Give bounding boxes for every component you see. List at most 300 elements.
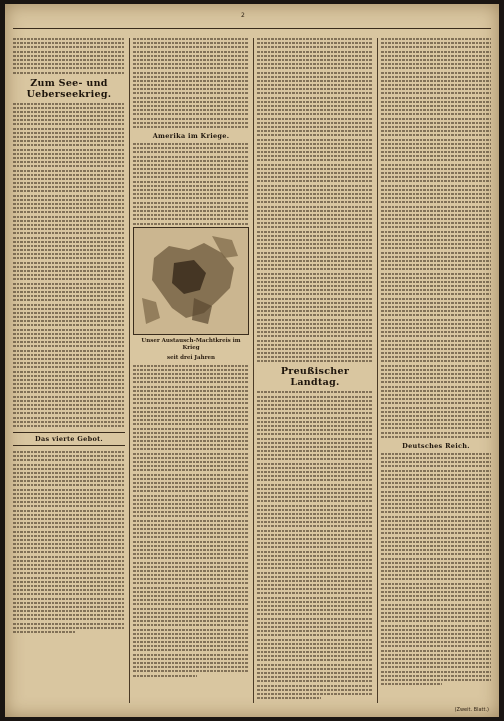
text-line bbox=[381, 101, 491, 103]
text-line bbox=[257, 273, 373, 275]
text-line bbox=[381, 310, 491, 312]
column-1 bbox=[13, 38, 125, 703]
text-line bbox=[257, 488, 373, 490]
text-line bbox=[133, 436, 249, 438]
text-line bbox=[257, 268, 373, 270]
text-line bbox=[257, 525, 373, 527]
text-line bbox=[257, 551, 373, 553]
text-line bbox=[257, 97, 373, 99]
text-line bbox=[133, 398, 249, 400]
text-line bbox=[381, 566, 491, 568]
text-line bbox=[257, 360, 373, 362]
text-line bbox=[381, 457, 491, 459]
text-line bbox=[381, 365, 491, 367]
text-line bbox=[13, 119, 125, 121]
text-line bbox=[257, 438, 373, 440]
text-line bbox=[133, 578, 249, 580]
text-line bbox=[133, 553, 249, 555]
text-line bbox=[13, 589, 125, 591]
text-line bbox=[133, 562, 249, 564]
text-line bbox=[381, 164, 491, 166]
text-line bbox=[13, 51, 125, 53]
text-line bbox=[381, 662, 491, 664]
text-line bbox=[133, 524, 249, 526]
text-line bbox=[133, 109, 249, 111]
text-line bbox=[13, 618, 125, 620]
text-line bbox=[257, 454, 373, 456]
text-line bbox=[381, 76, 491, 78]
text-line bbox=[13, 610, 125, 612]
text-line bbox=[381, 616, 491, 618]
text-line bbox=[13, 157, 125, 159]
text-line bbox=[257, 72, 373, 74]
text-line bbox=[381, 352, 491, 354]
text-line bbox=[257, 306, 373, 308]
text-line bbox=[381, 402, 491, 404]
text-line bbox=[133, 92, 249, 94]
text-line bbox=[133, 67, 249, 69]
text-line bbox=[133, 193, 249, 195]
text-line bbox=[381, 423, 491, 425]
text-line bbox=[381, 470, 491, 472]
text-line bbox=[133, 432, 249, 434]
text-line bbox=[381, 143, 491, 145]
text-line bbox=[381, 335, 491, 337]
text-line bbox=[13, 207, 125, 209]
text-line bbox=[13, 253, 125, 255]
text-line bbox=[381, 516, 491, 518]
text-line bbox=[13, 245, 125, 247]
text-line bbox=[133, 549, 249, 551]
text-line bbox=[13, 366, 125, 368]
text-line bbox=[257, 302, 373, 304]
text-line bbox=[381, 113, 491, 115]
text-line bbox=[13, 266, 125, 268]
text-line bbox=[381, 63, 491, 65]
text-line bbox=[257, 534, 373, 536]
text-line bbox=[257, 155, 373, 157]
text-line bbox=[13, 417, 125, 419]
text-line bbox=[133, 428, 249, 430]
text-line bbox=[381, 478, 491, 480]
text-line bbox=[133, 113, 249, 115]
text-line bbox=[257, 442, 373, 444]
text-line bbox=[13, 345, 125, 347]
text-line bbox=[381, 407, 491, 409]
text-line bbox=[381, 650, 491, 652]
text-line bbox=[257, 618, 373, 620]
text-line bbox=[257, 647, 373, 649]
text-line bbox=[13, 358, 125, 360]
text-line bbox=[133, 591, 249, 593]
text-line bbox=[381, 654, 491, 656]
text-line bbox=[381, 491, 491, 493]
text-line bbox=[133, 495, 249, 497]
text-line bbox=[133, 185, 249, 187]
text-line bbox=[257, 356, 373, 358]
text-line bbox=[13, 581, 125, 583]
text-line bbox=[257, 542, 373, 544]
text-line bbox=[257, 67, 373, 69]
text-line bbox=[381, 268, 491, 270]
text-line bbox=[381, 327, 491, 329]
text-line bbox=[133, 394, 249, 396]
text-line bbox=[381, 189, 491, 191]
text-line bbox=[133, 603, 249, 605]
text-line bbox=[381, 398, 491, 400]
text-line bbox=[257, 446, 373, 448]
newspaper-page bbox=[5, 4, 499, 717]
text-line bbox=[257, 689, 373, 691]
text-line bbox=[381, 185, 491, 187]
text-line bbox=[13, 606, 125, 608]
text-line bbox=[381, 344, 491, 346]
text-line bbox=[257, 672, 373, 674]
text-line bbox=[13, 178, 125, 180]
text-line bbox=[381, 193, 491, 195]
text-line bbox=[13, 631, 75, 633]
text-line bbox=[257, 500, 373, 502]
text-line bbox=[257, 76, 373, 78]
text-line bbox=[13, 287, 125, 289]
text-line bbox=[13, 551, 125, 553]
text-line bbox=[257, 176, 373, 178]
text-line bbox=[133, 143, 249, 145]
text-line bbox=[13, 55, 125, 57]
text-line bbox=[257, 412, 373, 414]
text-line bbox=[13, 556, 125, 558]
text-line bbox=[133, 118, 249, 120]
text-line bbox=[381, 109, 491, 111]
text-line bbox=[13, 115, 125, 117]
text-line bbox=[133, 381, 249, 383]
text-line bbox=[13, 387, 125, 389]
text-line bbox=[257, 693, 373, 695]
text-line bbox=[133, 181, 249, 183]
text-line bbox=[257, 601, 373, 603]
text-line bbox=[13, 329, 125, 331]
map-caption: Unser Austausch-Machtkreis im Krieg bbox=[141, 337, 241, 351]
text-line bbox=[257, 130, 373, 132]
text-line bbox=[133, 444, 249, 446]
text-line bbox=[381, 298, 491, 300]
text-line bbox=[257, 285, 373, 287]
text-line bbox=[133, 105, 249, 107]
text-line bbox=[133, 528, 249, 530]
text-line bbox=[381, 679, 491, 681]
text-line bbox=[133, 658, 249, 660]
text-line bbox=[381, 314, 491, 316]
text-line bbox=[133, 411, 249, 413]
text-line bbox=[13, 320, 125, 322]
text-line bbox=[133, 649, 249, 651]
text-line bbox=[133, 46, 249, 48]
text-line bbox=[381, 683, 442, 685]
text-line bbox=[381, 122, 491, 124]
page-number: 2 bbox=[241, 12, 245, 19]
text-line bbox=[257, 323, 373, 325]
text-line bbox=[381, 583, 491, 585]
text-line bbox=[381, 394, 491, 396]
text-line bbox=[381, 390, 491, 392]
text-line bbox=[13, 165, 125, 167]
text-line bbox=[257, 509, 373, 511]
text-line bbox=[257, 475, 373, 477]
text-line bbox=[133, 156, 249, 158]
text-line bbox=[381, 432, 491, 434]
text-line bbox=[13, 412, 125, 414]
text-line bbox=[381, 72, 491, 74]
text-line bbox=[257, 634, 373, 636]
text-line bbox=[133, 675, 197, 677]
text-line bbox=[13, 308, 125, 310]
text-line bbox=[257, 239, 373, 241]
footer-label: (Zweit. Blatt.) bbox=[454, 707, 489, 713]
text-line bbox=[133, 645, 249, 647]
text-line bbox=[381, 411, 491, 413]
text-line bbox=[133, 101, 249, 103]
text-line bbox=[133, 570, 249, 572]
text-line bbox=[13, 136, 125, 138]
text-line bbox=[381, 637, 491, 639]
text-line bbox=[381, 38, 491, 40]
text-line bbox=[257, 139, 373, 141]
text-line bbox=[381, 231, 491, 233]
text-line bbox=[257, 293, 373, 295]
text-line bbox=[13, 312, 125, 314]
text-line bbox=[381, 419, 491, 421]
text-line bbox=[381, 139, 491, 141]
text-line bbox=[257, 433, 373, 435]
text-line bbox=[257, 151, 373, 153]
text-line bbox=[13, 299, 125, 301]
text-line bbox=[381, 302, 491, 304]
text-line bbox=[13, 237, 125, 239]
text-line bbox=[13, 539, 125, 541]
text-line bbox=[381, 553, 491, 555]
text-line bbox=[381, 436, 491, 438]
text-line bbox=[257, 538, 373, 540]
text-line bbox=[13, 354, 125, 356]
text-line bbox=[257, 421, 373, 423]
text-line bbox=[133, 582, 249, 584]
text-line bbox=[13, 493, 125, 495]
text-line bbox=[133, 641, 249, 643]
text-line bbox=[13, 337, 125, 339]
text-line bbox=[257, 113, 373, 115]
text-line bbox=[381, 176, 491, 178]
text-line bbox=[257, 101, 373, 103]
text-line bbox=[13, 408, 125, 410]
text-line bbox=[381, 507, 491, 509]
text-line bbox=[257, 105, 373, 107]
text-line bbox=[381, 256, 491, 258]
text-line bbox=[13, 149, 125, 151]
text-line bbox=[133, 453, 249, 455]
text-line bbox=[13, 476, 125, 478]
headline-deutsches-reich: Deutsches Reich. bbox=[402, 441, 470, 450]
text-line bbox=[257, 185, 373, 187]
text-line bbox=[257, 147, 373, 149]
text-line bbox=[257, 59, 373, 61]
text-line bbox=[13, 203, 125, 205]
text-line bbox=[13, 501, 125, 503]
text-line bbox=[133, 223, 249, 225]
text-line bbox=[13, 531, 125, 533]
text-line bbox=[257, 335, 373, 337]
text-line bbox=[133, 612, 249, 614]
text-line bbox=[381, 247, 491, 249]
text-line bbox=[381, 126, 491, 128]
text-line bbox=[257, 42, 373, 44]
text-line bbox=[13, 224, 125, 226]
text-line bbox=[13, 46, 125, 48]
text-line bbox=[133, 662, 249, 664]
text-line bbox=[13, 228, 125, 230]
text-line bbox=[133, 474, 249, 476]
text-line bbox=[133, 482, 249, 484]
text-line bbox=[13, 38, 125, 40]
text-line bbox=[381, 545, 491, 547]
text-line bbox=[133, 160, 249, 162]
text-line bbox=[381, 88, 491, 90]
text-line bbox=[381, 84, 491, 86]
text-line bbox=[257, 572, 373, 574]
text-line bbox=[257, 46, 373, 48]
text-line bbox=[133, 520, 249, 522]
text-line bbox=[381, 562, 491, 564]
text-line bbox=[133, 84, 249, 86]
column-divider bbox=[253, 38, 254, 703]
text-line bbox=[381, 168, 491, 170]
headline-amerika-im-kriege: Amerika im Kriege. bbox=[152, 131, 230, 140]
text-line bbox=[133, 666, 249, 668]
text-line bbox=[13, 404, 125, 406]
text-line bbox=[381, 578, 491, 580]
text-line bbox=[257, 340, 373, 342]
text-line bbox=[133, 206, 249, 208]
text-line bbox=[257, 404, 373, 406]
text-line bbox=[381, 520, 491, 522]
text-line bbox=[257, 555, 373, 557]
text-line bbox=[257, 118, 373, 120]
text-line bbox=[381, 604, 491, 606]
text-line bbox=[257, 247, 373, 249]
text-line bbox=[257, 467, 373, 469]
text-line bbox=[257, 88, 373, 90]
text-line bbox=[257, 256, 373, 258]
text-line bbox=[381, 92, 491, 94]
text-line bbox=[257, 626, 373, 628]
text-line bbox=[133, 402, 249, 404]
text-line bbox=[381, 155, 491, 157]
text-line bbox=[13, 480, 125, 482]
text-line bbox=[257, 471, 373, 473]
text-line bbox=[257, 530, 373, 532]
text-line bbox=[257, 484, 373, 486]
text-line bbox=[13, 514, 125, 516]
text-line bbox=[13, 257, 125, 259]
text-line bbox=[133, 457, 249, 459]
text-line bbox=[257, 222, 373, 224]
text-line bbox=[381, 486, 491, 488]
text-line bbox=[13, 304, 125, 306]
text-line bbox=[133, 126, 249, 128]
text-line bbox=[381, 243, 491, 245]
text-line bbox=[133, 478, 249, 480]
text-line bbox=[133, 97, 249, 99]
text-line bbox=[13, 379, 125, 381]
text-line bbox=[257, 609, 373, 611]
text-line bbox=[381, 222, 491, 224]
text-line bbox=[13, 572, 125, 574]
text-line bbox=[133, 122, 249, 124]
text-line bbox=[381, 373, 491, 375]
text-line bbox=[381, 285, 491, 287]
text-line bbox=[13, 484, 125, 486]
text-line bbox=[133, 377, 249, 379]
text-line bbox=[133, 654, 249, 656]
text-line bbox=[257, 492, 373, 494]
text-line bbox=[257, 605, 373, 607]
headline-vierte-gebot: Das vierte Gebot. bbox=[13, 432, 125, 446]
text-line bbox=[257, 243, 373, 245]
text-line bbox=[133, 624, 249, 626]
text-line bbox=[257, 189, 373, 191]
text-line bbox=[13, 455, 125, 457]
text-line bbox=[257, 260, 373, 262]
text-line bbox=[257, 331, 373, 333]
text-line bbox=[257, 281, 373, 283]
text-line bbox=[381, 524, 491, 526]
text-line bbox=[13, 59, 125, 61]
text-line bbox=[13, 199, 125, 201]
text-line bbox=[133, 151, 249, 153]
text-line bbox=[381, 465, 491, 467]
text-line bbox=[133, 218, 249, 220]
text-line bbox=[133, 511, 249, 513]
text-line bbox=[257, 126, 373, 128]
text-line bbox=[133, 373, 249, 375]
text-line bbox=[13, 489, 125, 491]
text-line bbox=[257, 310, 373, 312]
text-line bbox=[257, 659, 373, 661]
text-line bbox=[13, 211, 125, 213]
text-line bbox=[257, 505, 373, 507]
text-line bbox=[381, 273, 491, 275]
text-line bbox=[133, 172, 249, 174]
text-line bbox=[257, 164, 373, 166]
text-line bbox=[257, 622, 373, 624]
text-line bbox=[133, 587, 249, 589]
text-line bbox=[13, 295, 125, 297]
text-line bbox=[133, 637, 249, 639]
text-line bbox=[13, 190, 125, 192]
text-line bbox=[13, 42, 125, 44]
text-line bbox=[13, 371, 125, 373]
text-line bbox=[133, 499, 249, 501]
text-line bbox=[133, 202, 249, 204]
text-line bbox=[13, 400, 125, 402]
text-line bbox=[381, 511, 491, 513]
text-line bbox=[257, 210, 373, 212]
text-line bbox=[133, 486, 249, 488]
text-line bbox=[133, 423, 249, 425]
headline-see-ueberseekrieg: Zum See- und Ueberseekrieg. bbox=[26, 77, 112, 100]
text-line bbox=[133, 407, 249, 409]
text-line bbox=[13, 63, 125, 65]
text-line bbox=[257, 201, 373, 203]
